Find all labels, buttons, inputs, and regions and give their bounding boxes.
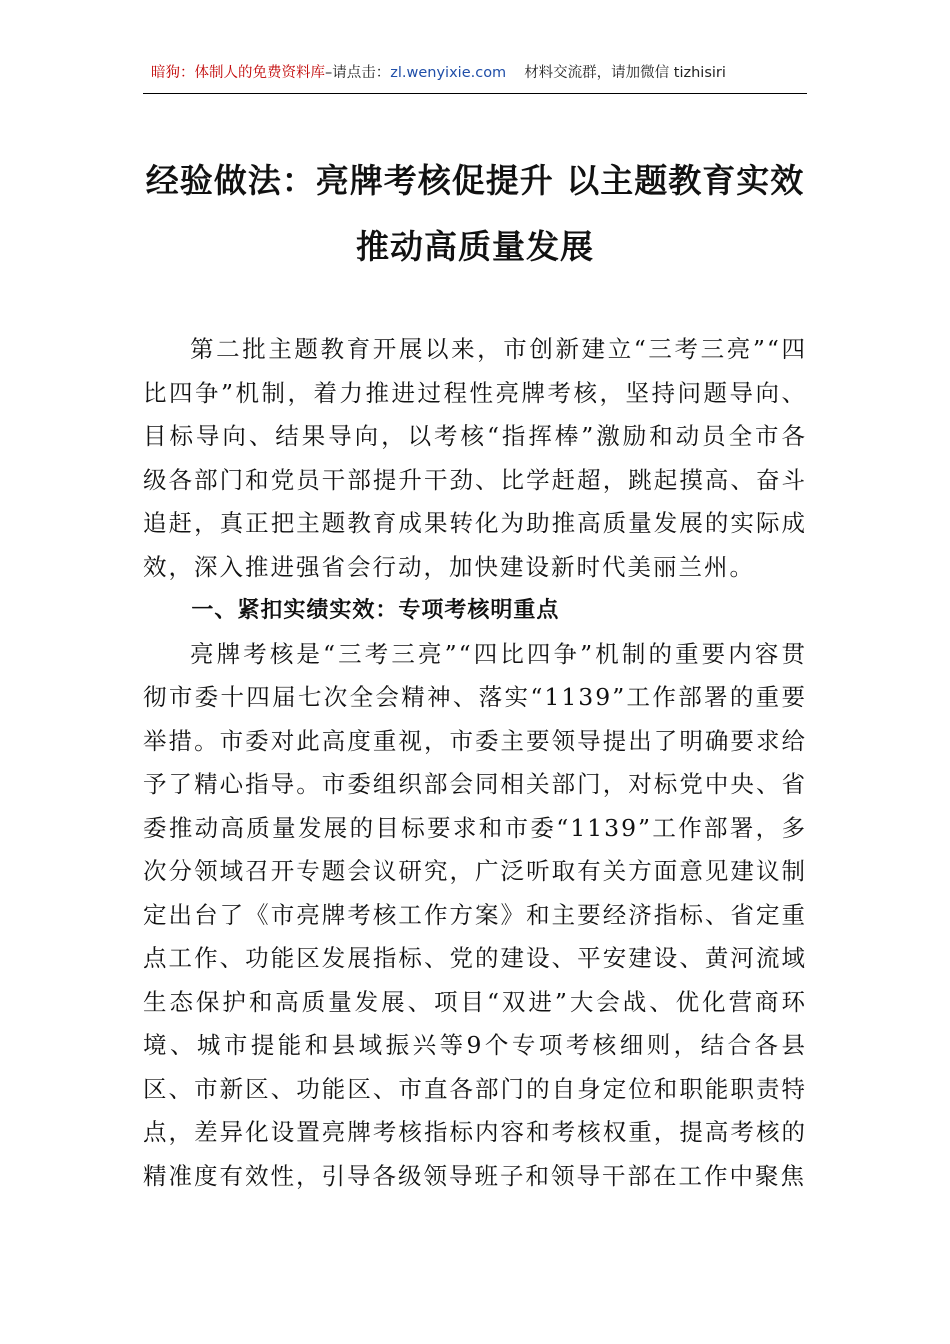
section-1-paragraph: 亮牌考核是“三考三亮”“四比四争”机制的重要内容贯彻市委十四届七次全会精神、落实“1139”工作部署的重要举措。市委对此高度重视，市委主要领导提出了明确要求给予了精心指导。市委组织部会同相关部门，对标党中央、省委推动高质量发展的目标要求和市委“1139”工作部署，多次分领域召开专题会议研究，广泛听取有关方面意见建议制定出台了《市亮牌考核工作方案》和主要经济指标、省定重点工作、功能区发展指标、党的建设、平安建设、黄河流域生态保护和高质量发展、项目“双进”大会战、优化营商环境、城市提能和县域振兴等9个专项考核细则，结合各县区、市新区、功能区、市直各部门的自身定位和职能职责特点，差异化设置亮牌考核指标内容和考核权重，提高考核的精准度有效性，引导各级领导班子和领导干部在工作中聚焦 (143, 639, 807, 1190)
page-header (143, 60, 807, 94)
document-title: 经验做法：亮牌考核促提升 以主题教育实效推动高质量发展 (145, 161, 805, 266)
section-1-heading: 一、紧扣实绩实效：专项考核明重点 (191, 598, 560, 623)
document-body (143, 328, 807, 1198)
header-brand: 暗狗：体制人的免费资料库 (151, 65, 325, 81)
header-contact: 材料交流群，请加微信 tizhisiri (524, 65, 726, 81)
intro-paragraph: 第二批主题教育开展以来，市创新建立“三考三亮”“四比四争”机制，着力推进过程性亮牌考核，坚持问题导向、目标导向、结果导向，以考核“指挥棒”激励和动员全市各级各部门和党员干部提升干劲、比学赶超，跳起摸高、奋斗追赶，真正把主题教育成果转化为助推高质量发展的实际成效，深入推进强省会行动，加快建设新时代美丽兰州。 (143, 335, 807, 581)
header-url-link[interactable]: zl.wenyixie.com (390, 65, 507, 81)
header-prompt: –请点击： (325, 65, 391, 81)
